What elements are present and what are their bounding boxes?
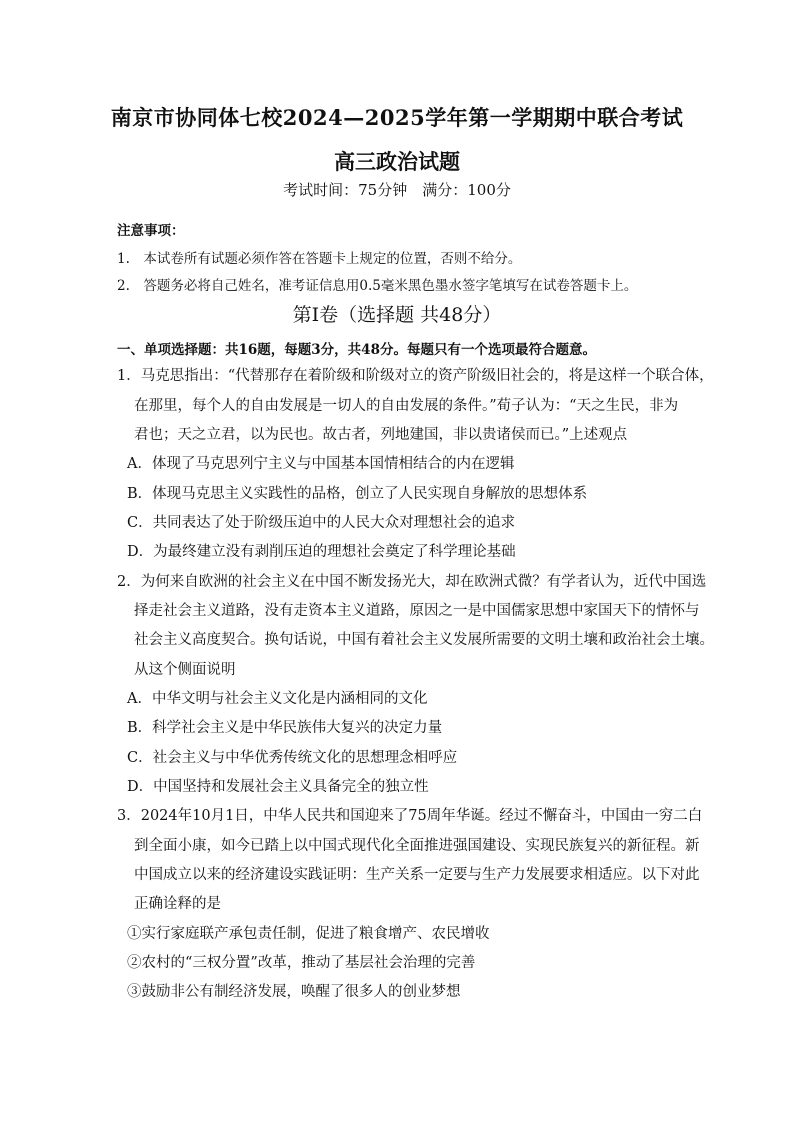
question-3-line: 3．2024年10月1日，中华人民共和国迎来了75周年华诞。经过不懈奋斗，中国由一穷二白 [117, 808, 703, 824]
exam-info: 考试时间：75分钟 满分：100分 [283, 181, 511, 199]
notes-heading: 注意事项： [117, 223, 185, 239]
question-1-line: 在那里，每个人的自由发展是一切人的自由发展的条件。”荀子认为：“天之生民，非为 [134, 398, 679, 414]
question-2-line: 2．为何来自欧洲的社会主义在中国不断发扬光大，却在欧洲式微？有学者认为，近代中国选 [117, 574, 707, 590]
note-item: 1. 本试卷所有试题必须作答在答题卡上规定的位置，否则不给分。 [117, 251, 522, 267]
question-1-option-c: C．共同表达了处于阶级压迫中的人民大众对理想社会的追求 [127, 515, 516, 531]
question-1-option-a: A．体现了马克思列宁主义与中国基本国情相结合的内在逻辑 [127, 456, 515, 472]
question-2-line: 择走社会主义道路，没有走资本主义道路，原因之一是中国儒家思想中家国天下的情怀与 [134, 603, 700, 619]
question-3-option-2: ②农村的“三权分置”改革，推动了基层社会治理的完善 [127, 955, 476, 971]
question-1-option-b: B．体现马克思主义实践性的品格，创立了人民实现自身解放的思想体系 [127, 486, 588, 502]
question-2-option-b: B．科学社会主义是中华民族伟大复兴的决定力量 [127, 720, 443, 736]
question-1-line: 君也；天之立君，以为民也。故古者，列地建国，非以贵诸侯而已。”上述观点 [134, 427, 628, 443]
question-2-line: 社会主义高度契合。换句话说，中国有着社会主义发展所需要的文明土壤和政治社会土壤。 [134, 632, 714, 648]
question-3-line: 到全面小康，如今已踏上以中国式现代化全面推进强国建设、实现民族复兴的新征程。新 [134, 838, 700, 854]
question-2-option-c: C．社会主义与中华优秀传统文化的思想理念相呼应 [127, 750, 458, 766]
question-2-option-a: A．中华文明与社会主义文化是内涵相同的文化 [127, 691, 428, 707]
question-2-line: 从这个侧面说明 [134, 662, 236, 678]
question-3-option-1: ①实行家庭联产承包责任制，促进了粮食增产、农民增收 [127, 926, 490, 942]
section-title: 一、单项选择题：共16题，每题3分，共48分。每题只有一个选项最符合题意。 [117, 342, 596, 358]
question-3-line: 中国成立以来的经济建设实践证明：生产关系一定要与生产力发展要求相适应。以下对此 [134, 867, 700, 883]
question-2-option-d: D．中国坚持和发展社会主义具备完全的独立性 [127, 779, 429, 795]
question-1-option-d: D．为最终建立没有剥削压迫的理想社会奠定了科学理论基础 [127, 544, 516, 560]
exam-subtitle: 高三政治试题 [334, 149, 460, 174]
part-title: 第Ⅰ卷（选择题 共48分） [292, 304, 502, 326]
question-3-line: 正确诠释的是 [134, 896, 221, 912]
question-3-option-3: ③鼓励非公有制经济发展，唤醒了很多人的创业梦想 [127, 984, 461, 1000]
exam-title: 南京市协同体七校2024—2025学年第一学期期中联合考试 [110, 105, 684, 130]
note-item: 2. 答题务必将自己姓名，准考证信息用0.5毫米黑色墨水签字笔填写在试卷答题卡上。 [117, 278, 638, 294]
question-1-line: 1．马克思指出：“代替那存在着阶级和阶级对立的资产阶级旧社会的，将是这样一个联合体， [117, 368, 714, 384]
